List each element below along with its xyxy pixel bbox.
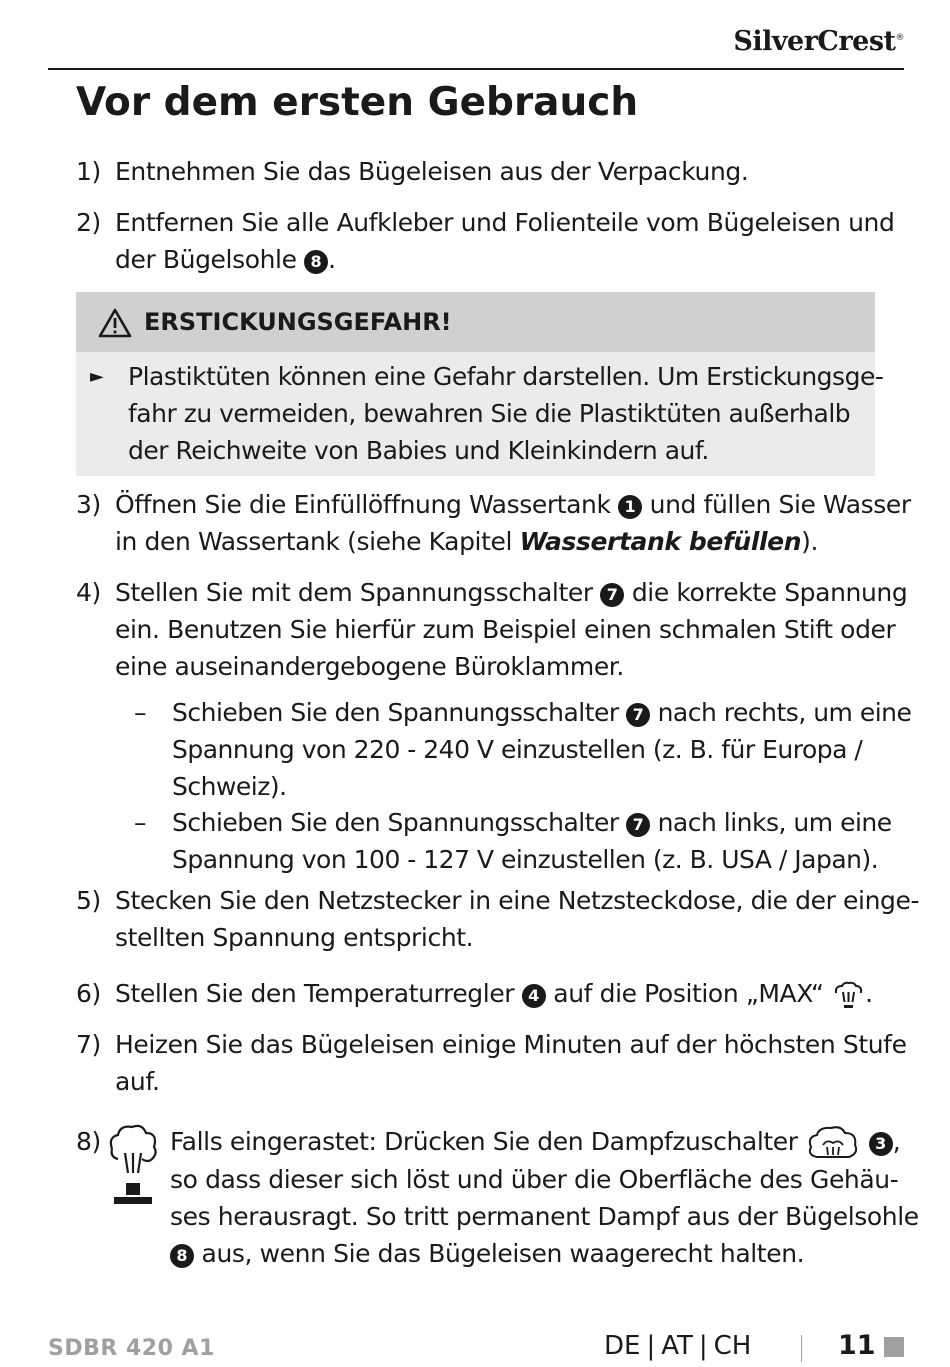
page-marker-square [884, 1337, 904, 1357]
max-steam-iron-icon [831, 980, 865, 1010]
sub-item-1 [134, 694, 912, 805]
step-4 [76, 574, 908, 685]
sub-text: Schweiz). [172, 772, 287, 801]
step-text-part: . [328, 245, 336, 274]
steam-button-press-icon [106, 1123, 160, 1213]
step-text-part: der Bügelsohle [115, 245, 305, 274]
sub-text-part: Schieben Sie den Spannungsschalter [172, 808, 627, 837]
part-reference-8: 8 [304, 250, 328, 274]
step-number: 1) [76, 157, 101, 186]
step-number: 6) [76, 979, 101, 1008]
step-3 [76, 486, 911, 560]
chapter-reference: Wassertank befüllen [519, 527, 802, 556]
brand-logo [733, 26, 904, 57]
warning-heading: ERSTICKUNGSGEFAHR! [144, 308, 452, 336]
step-text: Heizen Sie das Bügeleisen einige Minuten auf der höchsten Stufe [115, 1030, 907, 1059]
step-text-part: ). [801, 527, 819, 556]
sub-text-part: nach rechts, um eine [650, 698, 912, 727]
page-number: 11 [838, 1330, 876, 1361]
step-2 [76, 204, 895, 278]
part-reference-1: 1 [618, 495, 642, 519]
lang-de: DE [604, 1331, 641, 1361]
step-text-part: und füllen Sie Wasser [642, 490, 911, 519]
step-number: 2) [76, 208, 101, 237]
warning-text: Plastiktüten können eine Gefahr darstellen. Um Erstickungsge- [128, 362, 884, 391]
step-number: 3) [76, 490, 101, 519]
sub-text [172, 694, 912, 731]
part-reference-7: 7 [626, 703, 650, 727]
step-1 [76, 153, 880, 190]
step-number: 7) [76, 1030, 101, 1059]
step-text-part: die korrekte Spannung [624, 578, 908, 607]
step-7 [76, 1026, 907, 1100]
part-reference-7: 7 [626, 813, 650, 837]
step-text-part: auf die Position „MAX“ [545, 979, 832, 1008]
step-text [115, 574, 908, 611]
step-text: Entfernen Sie alle Aufkleber und Folienteile vom Bügeleisen und [115, 208, 895, 237]
step-text: Entnehmen Sie das Bügeleisen aus der Verpackung. [115, 157, 749, 186]
step-text-part: Öffnen Sie die Einfüllöffnung Wassertank [115, 490, 619, 519]
step-text-part: . [865, 979, 873, 1008]
lang-at: AT [661, 1331, 693, 1361]
lang-separator: | [646, 1331, 656, 1361]
warning-text: der Reichweite von Babies und Kleinkindern auf. [128, 436, 709, 465]
step-text: auf. [115, 1067, 160, 1096]
step-text: ein. Benutzen Sie hierfür zum Beispiel einen schmalen Stift oder [115, 615, 896, 644]
step-text: Stecken Sie den Netzstecker in eine Netzsteckdose, die der einge- [115, 886, 920, 915]
step-text: so dass dieser sich löst und über die Oberfläche des Gehäu- [170, 1165, 899, 1194]
part-reference-7: 7 [600, 583, 624, 607]
step-number: 8) [76, 1127, 101, 1156]
step-text [170, 1123, 901, 1161]
step-text-part: aus, wenn Sie das Bügeleisen waagerecht halten. [194, 1239, 805, 1268]
page-title: Vor dem ersten Gebrauch [76, 80, 639, 125]
lang-separator: | [698, 1331, 708, 1361]
step-text-part: in den Wassertank (siehe Kapitel [115, 527, 520, 556]
sub-text-part: nach links, um eine [650, 808, 892, 837]
step-text [115, 975, 880, 1012]
part-reference-8: 8 [170, 1244, 194, 1268]
sub-text: Spannung von 100 - 127 V einzustellen (z. B. USA / Japan). [172, 845, 879, 874]
step-text: ses herausragt. So tritt permanent Dampf aus der Bügelsohle [170, 1202, 919, 1231]
step-6 [76, 975, 880, 1012]
sub-text-part: Schieben Sie den Spannungsschalter [172, 698, 627, 727]
step-text [115, 523, 880, 560]
step-text-part: Stellen Sie den Temperaturregler [115, 979, 522, 1008]
warning-triangle-icon [98, 308, 132, 338]
sub-item-2 [134, 804, 892, 878]
header-rule [48, 68, 904, 70]
step-text-part: Falls eingerastet: Drücken Sie den Dampfzuschalter [170, 1127, 806, 1156]
steam-cloud-icon [805, 1125, 861, 1161]
model-number: SDBR 420 A1 [48, 1336, 215, 1361]
language-codes [604, 1331, 751, 1361]
step-number: 4) [76, 578, 101, 607]
dash-bullet: – [134, 808, 146, 837]
step-text [115, 241, 880, 278]
step-5 [76, 882, 920, 956]
step-text-part: , [892, 1127, 901, 1156]
sub-text [172, 804, 892, 841]
part-reference-4: 4 [522, 984, 546, 1008]
step-text [170, 1235, 880, 1272]
dash-bullet: – [134, 698, 146, 727]
step-8 [76, 1123, 919, 1272]
warning-text: fahr zu vermeiden, bewahren Sie die Plastiktüten außerhalb [128, 399, 851, 428]
step-number: 5) [76, 886, 101, 915]
step-text: stellten Spannung entspricht. [115, 923, 474, 952]
warning-content [76, 358, 884, 469]
arrow-bullet-icon: ► [90, 366, 104, 387]
brand-name: SilverCrest [733, 26, 896, 57]
footer-divider [801, 1335, 802, 1362]
part-reference-3: 3 [869, 1132, 893, 1156]
warning-box [76, 292, 884, 476]
step-text [115, 486, 911, 523]
lang-ch: CH [713, 1331, 752, 1361]
sub-text: Spannung von 220 - 240 V einzustellen (z. B. für Europa / [172, 735, 863, 764]
step-text-part: Stellen Sie mit dem Spannungsschalter [115, 578, 601, 607]
step-text: eine auseinandergebogene Büroklammer. [115, 652, 624, 681]
registered-mark: ® [895, 33, 904, 43]
warning-header [76, 292, 875, 352]
